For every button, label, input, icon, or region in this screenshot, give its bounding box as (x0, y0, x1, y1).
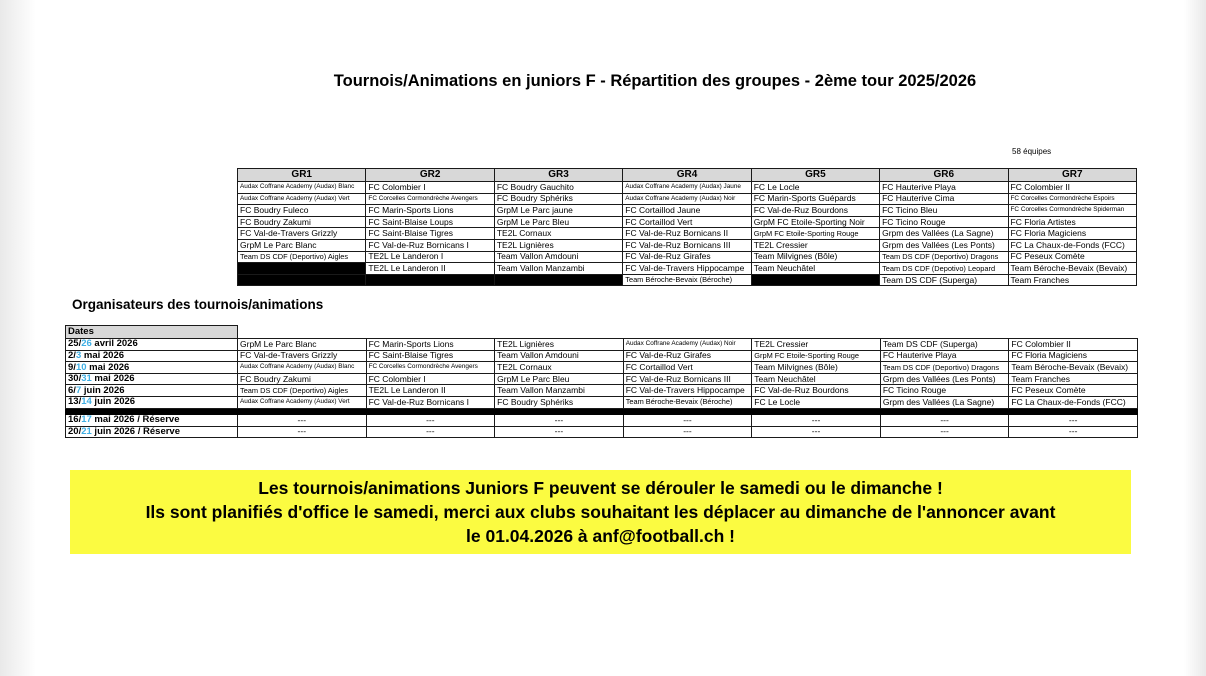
group-cell: Team Béroche-Bevaix (Béroche) (623, 274, 751, 286)
organizer-cell: Team DS CDF (Deportivo) Aigles (238, 385, 367, 397)
date-cell (66, 415, 238, 427)
group-cell: Team Vallon Amdouni (494, 251, 622, 263)
date-day-alternate: 26 (81, 338, 92, 350)
organizer-cell: FC Colombier II (1009, 339, 1138, 351)
group-cell: Team DS CDF (Deportivo) Aigles (238, 251, 366, 263)
date-month-year: mai 2026 (91, 373, 135, 385)
organizer-cell: FC Hauterive Playa (880, 350, 1009, 362)
group-cell: FC Saint-Blaise Loups (366, 216, 494, 228)
date-day-primary: 30/ (68, 373, 82, 385)
group-cell: Team Neuchâtel (751, 263, 879, 275)
organizer-cell: Grpm des Vallées (La Sagne) (880, 396, 1009, 408)
organizer-cell: Team Vallon Manzambi (495, 385, 624, 397)
group-cell: FC Boudry Sphériks (494, 193, 622, 205)
group-cell: TE2L Lignières (494, 239, 622, 251)
date-cell (66, 362, 238, 374)
date-day-alternate: 14 (81, 396, 92, 408)
group-cell: TE2L Le Landeron II (366, 263, 494, 275)
notice-line: Les tournois/animations Juniors F peuvent se dérouler le samedi ou le dimanche ! (258, 478, 943, 498)
reserve-cell: --- (880, 426, 1009, 438)
group-cell: Grpm des Vallées (La Sagne) (880, 228, 1008, 240)
group-cell: FC Ticino Bleu (880, 205, 1008, 217)
group-cell: TE2L Cornaux (494, 228, 622, 240)
group-cell: FC Colombier I (366, 182, 494, 194)
group-cell: Grpm des Vallées (Les Ponts) (880, 239, 1008, 251)
organizer-cell: Grpm des Vallées (Les Ponts) (880, 373, 1009, 385)
reserve-cell: --- (623, 426, 752, 438)
organizer-cell: Audax Coffrane Academy (Audax) Noir (623, 339, 752, 351)
group-cell: Team DS CDF (Depotivo) Leopard (880, 263, 1008, 275)
group-cell: FC Val-de-Ruz Bornicans II (623, 228, 751, 240)
group-cell: FC Peseux Comète (1008, 251, 1136, 263)
group-cell: FC Colombier II (1008, 182, 1136, 194)
groups-table-row (238, 251, 1137, 263)
group-cell: FC Saint-Blaise Tigres (366, 228, 494, 240)
organizers-table (65, 325, 1138, 438)
reserve-cell: --- (238, 426, 367, 438)
date-cell (66, 396, 238, 408)
group-cell: FC La Chaux-de-Fonds (FCC) (1008, 239, 1136, 251)
organizer-cell: Team DS CDF (Superga) (880, 339, 1009, 351)
group-cell: GrpM Le Parc jaune (494, 205, 622, 217)
date-day-primary: 2/ (68, 350, 76, 361)
organizers-table-header (66, 326, 1138, 339)
group-cell: FC Le Locle (751, 182, 879, 194)
organizer-cell: FC Val-de-Ruz Bornicans I (366, 396, 495, 408)
groups-table-row (238, 239, 1137, 251)
group-cell-empty (494, 274, 622, 286)
organizer-cell: Team Vallon Amdouni (495, 350, 624, 362)
organizer-cell: TE2L Cressier (752, 339, 881, 351)
organizer-cell: Audax Coffrane Academy (Audax) Blanc (238, 362, 367, 374)
group-cell: FC Val-de-Ruz Bornicans I (366, 239, 494, 251)
reserve-cell: --- (1009, 415, 1138, 427)
group-header: GR1 (238, 169, 366, 182)
group-cell: Team Vallon Manzambi (494, 263, 622, 275)
reserve-cell: --- (366, 415, 495, 427)
reserve-cell: --- (880, 415, 1009, 427)
groups-table-row (238, 182, 1137, 194)
group-header: GR7 (1008, 169, 1136, 182)
date-cell (66, 426, 238, 438)
group-cell: FC Val-de-Ruz Bourdons (751, 205, 879, 217)
date-day-alternate: 31 (81, 373, 92, 385)
group-cell: Audax Coffrane Academy (Audax) Blanc (238, 182, 366, 194)
group-cell: GrpM FC Etoile-Sporting Rouge (751, 228, 879, 240)
organizer-cell: FC Saint-Blaise Tigres (366, 350, 495, 362)
group-cell: FC Boudry Gauchito (494, 182, 622, 194)
organizer-cell: GrpM Le Parc Bleu (495, 373, 624, 385)
date-month-year: mai 2026 (81, 350, 125, 361)
reserve-cell: --- (1009, 426, 1138, 438)
group-cell: Team DS CDF (Deportivo) Dragons (880, 251, 1008, 263)
groups-table-row (238, 216, 1137, 228)
group-cell: FC Floria Artistes (1008, 216, 1136, 228)
organizer-cell: FC Colombier I (366, 373, 495, 385)
notice-line: Ils sont planifiés d'office le samedi, merci aux clubs souhaitant les déplacer au dimanche de l'annoncer avant (145, 502, 1056, 522)
group-cell: FC Hauterive Cima (880, 193, 1008, 205)
reserve-cell: --- (495, 426, 624, 438)
reserve-cell: --- (495, 415, 624, 427)
organizer-cell: FC Ticino Rouge (880, 385, 1009, 397)
page-title: Tournois/Animations en juniors F - Répartition des groupes - 2ème tour 2025/2026 (333, 72, 977, 90)
group-cell-empty (366, 274, 494, 286)
reserve-row (66, 415, 1138, 427)
group-cell: FC Cortaillod Jaune (623, 205, 751, 217)
date-month-year: mai 2026 / Réserve (91, 414, 180, 426)
group-cell: Team Franches (1008, 274, 1136, 286)
page-edge-shadow-right (1184, 0, 1206, 676)
organizer-cell: FC Floria Magiciens (1009, 350, 1138, 362)
group-cell: FC Boudry Zakumi (238, 216, 366, 228)
notice-line: le 01.04.2026 à anf@football.ch ! (466, 526, 735, 546)
group-header: GR3 (494, 169, 622, 182)
date-day-primary: 20/ (68, 426, 82, 437)
date-month-year: juin 2026 / Réserve (91, 426, 180, 437)
date-day-alternate: 17 (81, 414, 92, 426)
group-cell: Audax Coffrane Academy (Audax) Noir (623, 193, 751, 205)
organizer-cell: TE2L Lignières (495, 339, 624, 351)
organizers-table-row (66, 396, 1138, 408)
dates-header: Dates (66, 326, 238, 339)
group-cell: GrpM Le Parc Bleu (494, 216, 622, 228)
group-cell: FC Val-de-Ruz Girafes (623, 251, 751, 263)
date-day-alternate: 21 (81, 426, 92, 437)
organizer-cell: FC Val-de-Travers Grizzly (238, 350, 367, 362)
group-cell: TE2L Cressier (751, 239, 879, 251)
page-edge-shadow-left (0, 0, 36, 676)
group-cell: FC Marin-Sports Guépards (751, 193, 879, 205)
organizers-heading: Organisateurs des tournois/animations (72, 297, 324, 312)
organizer-cell: FC Boudry Zakumi (238, 373, 367, 385)
date-day-alternate: 7 (75, 384, 82, 396)
reserve-cell: --- (752, 426, 881, 438)
date-month-year: juin 2026 (81, 384, 125, 396)
organizer-cell: FC Cortaillod Vert (623, 362, 752, 374)
group-cell: GrpM Le Parc Blanc (238, 239, 366, 251)
teams-count-note: 58 équipes (1012, 147, 1052, 156)
organizers-table-row (66, 350, 1138, 362)
group-cell-empty (751, 274, 879, 286)
group-header: GR2 (366, 169, 494, 182)
date-day-primary: 25/ (68, 338, 82, 350)
groups-table-row (238, 228, 1137, 240)
group-cell: FC Val-de-Travers Hippocampe (623, 263, 751, 275)
organizer-cell: FC La Chaux-de-Fonds (FCC) (1009, 396, 1138, 408)
groups-table-row (238, 263, 1137, 275)
group-cell: FC Boudry Fuleco (238, 205, 366, 217)
group-cell: FC Cortaillod Vert (623, 216, 751, 228)
organizer-cell: FC Peseux Comète (1009, 385, 1138, 397)
groups-table-row (238, 205, 1137, 217)
organizer-cell: FC Val-de-Ruz Girafes (623, 350, 752, 362)
group-cell: FC Val-de-Travers Grizzly (238, 228, 366, 240)
group-header: GR5 (751, 169, 879, 182)
organizer-cell: Team Franches (1009, 373, 1138, 385)
date-day-primary: 13/ (68, 396, 82, 408)
reserve-cell: --- (366, 426, 495, 438)
date-cell (66, 339, 238, 351)
group-cell: Team DS CDF (Superga) (880, 274, 1008, 286)
group-cell: FC Val-de-Ruz Bornicans III (623, 239, 751, 251)
reserve-row (66, 426, 1138, 438)
date-day-alternate: 10 (75, 361, 87, 373)
group-header: GR6 (880, 169, 1008, 182)
date-cell (66, 385, 238, 397)
reserve-cell: --- (623, 415, 752, 427)
organizer-cell: FC Val-de-Travers Hippocampe (623, 385, 752, 397)
date-day-primary: 9/ (68, 361, 76, 373)
groups-table-row (238, 193, 1137, 205)
organizers-table-row (66, 385, 1138, 397)
notice-banner (70, 470, 1131, 554)
organizer-cell: TE2L Le Landeron II (366, 385, 495, 397)
date-cell (66, 373, 238, 385)
organizer-cell: Team Milvignes (Bôle) (752, 362, 881, 374)
group-cell: FC Hauterive Playa (880, 182, 1008, 194)
date-cell (66, 350, 238, 362)
group-cell: Team Milvignes (Bôle) (751, 251, 879, 263)
group-cell: FC Corcelles Cormondrèche Avengers (366, 193, 494, 205)
organizer-cell: FC Val-de-Ruz Bornicans III (623, 373, 752, 385)
organizer-cell: Team Béroche-Bevaix (Béroche) (623, 396, 752, 408)
group-cell: FC Corcelles Cormondrèche Espoirs (1008, 193, 1136, 205)
groups-table (237, 168, 1137, 286)
date-day-alternate: 3 (75, 350, 82, 361)
organizer-cell: TE2L Cornaux (495, 362, 624, 374)
organizers-table-row (66, 339, 1138, 351)
group-cell-empty (238, 263, 366, 275)
organizer-cell: FC Le Locle (752, 396, 881, 408)
reserve-cell: --- (238, 415, 367, 427)
group-cell-empty (238, 274, 366, 286)
group-cell: FC Corcelles Cormondrèche Spiderman (1008, 205, 1136, 217)
reserve-cell: --- (752, 415, 881, 427)
groups-table-header (238, 169, 1137, 182)
group-cell: FC Marin-Sports Lions (366, 205, 494, 217)
date-day-primary: 6/ (68, 384, 76, 396)
date-month-year: avril 2026 (91, 338, 138, 350)
organizer-cell: FC Marin-Sports Lions (366, 339, 495, 351)
organizer-cell: GrpM FC Etoile-Sporting Rouge (752, 350, 881, 362)
organizers-table-row (66, 362, 1138, 374)
group-cell: Audax Coffrane Academy (Audax) Vert (238, 193, 366, 205)
organizer-cell: Team Béroche-Bevaix (Bevaix) (1009, 362, 1138, 374)
organizer-cell: FC Boudry Sphériks (495, 396, 624, 408)
group-cell: FC Ticino Rouge (880, 216, 1008, 228)
groups-table-row (238, 274, 1137, 286)
group-cell: TE2L Le Landeron I (366, 251, 494, 263)
group-cell: Audax Coffrane Academy (Audax) Jaune (623, 182, 751, 194)
date-month-year: mai 2026 (86, 361, 130, 373)
dates-header-spacer (238, 326, 1138, 339)
organizer-cell: FC Val-de-Ruz Bourdons (752, 385, 881, 397)
group-cell: Team Béroche-Bevaix (Bevaix) (1008, 263, 1136, 275)
group-header: GR4 (623, 169, 751, 182)
date-month-year: juin 2026 (91, 396, 136, 408)
organizer-cell: GrpM Le Parc Blanc (238, 339, 367, 351)
date-day-primary: 16/ (68, 414, 82, 426)
organizers-table-row (66, 373, 1138, 385)
group-cell: GrpM FC Etoile-Sporting Noir (751, 216, 879, 228)
organizer-cell: Team Neuchâtel (752, 373, 881, 385)
organizer-cell: Team DS CDF (Deportivo) Dragons (880, 362, 1009, 374)
organizer-cell: Audax Coffrane Academy (Audax) Vert (238, 396, 367, 408)
group-cell: FC Floria Magiciens (1008, 228, 1136, 240)
organizer-cell: FC Corcelles Cormondrèche Avengers (366, 362, 495, 374)
